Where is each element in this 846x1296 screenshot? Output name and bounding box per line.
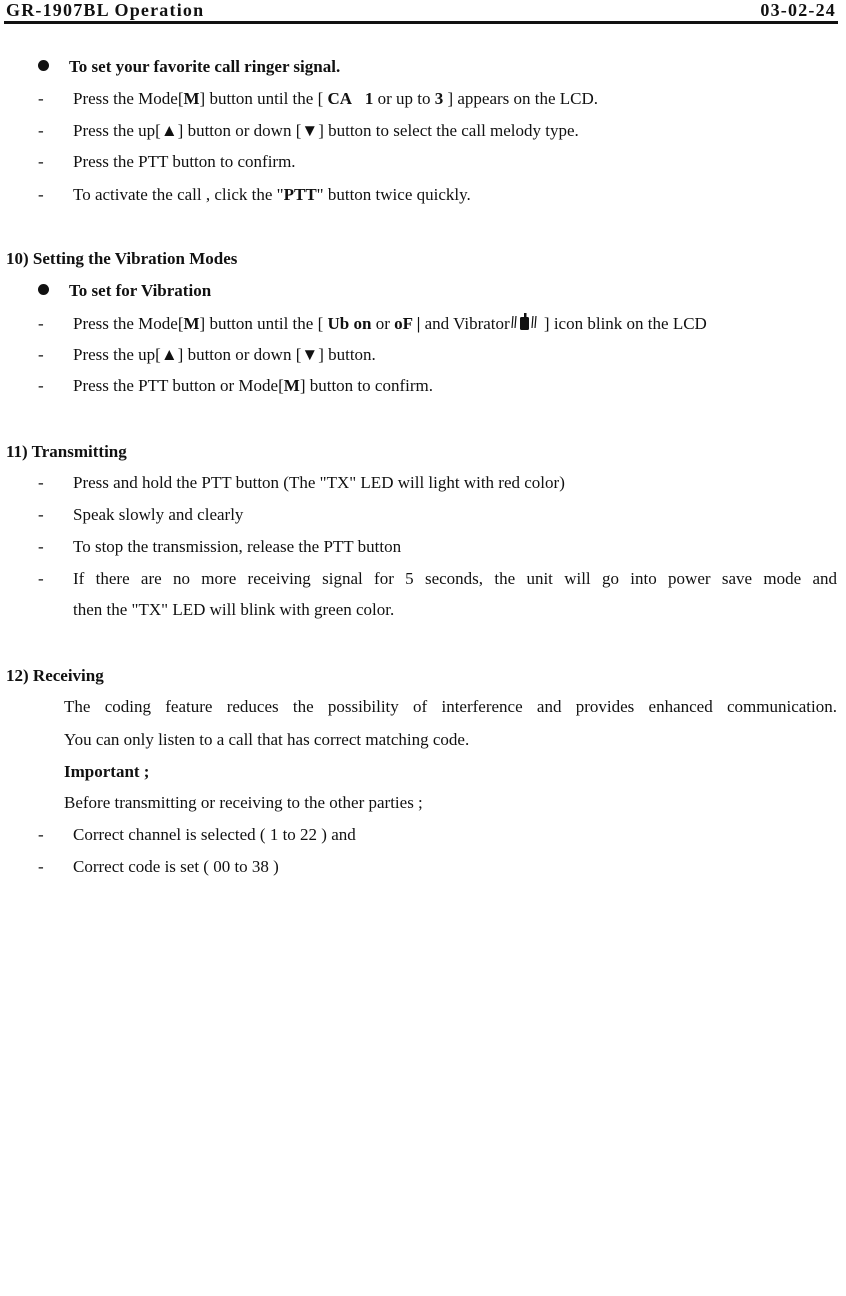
list-item: - Press the up[▲] button or down [▼] button.: [38, 345, 376, 364]
bullet-icon: [38, 284, 49, 295]
paragraph: Before transmitting or receiving to the other parties ;: [64, 793, 423, 812]
list-item-continuation: then the "TX" LED will blink with green color.: [73, 600, 395, 619]
list-item: - To activate the call , click the "PTT" button twice quickly.: [38, 185, 471, 204]
list-item: - Press the up[▲] button or down [▼] button to select the call melody type.: [38, 121, 579, 140]
list-item: - Press the PTT button to confirm.: [38, 152, 296, 171]
list-item: - Correct code is set ( 00 to 38 ): [38, 857, 279, 876]
page-header: [4, 0, 838, 24]
ringer-title: To set your favorite call ringer signal.: [69, 57, 341, 76]
up-arrow-icon: ▲: [160, 345, 178, 364]
bullet-icon: [38, 60, 49, 71]
list-item: - Press the PTT button or Mode[M] button to confirm.: [38, 376, 433, 395]
vibrator-icon: [510, 313, 540, 331]
important-label: Important ;: [64, 762, 150, 781]
paragraph: The coding feature reduces the possibility of interference and provides enhanced communication.: [64, 697, 837, 716]
up-arrow-icon: ▲: [160, 121, 178, 140]
section-heading-receiving: 12) Receiving: [6, 666, 104, 685]
list-item-dash: -: [38, 569, 44, 588]
list-item: - Correct channel is selected ( 1 to 22 ) and: [38, 825, 356, 844]
list-item: If there are no more receiving signal for 5 seconds, the unit will go into power save mode and: [73, 569, 837, 588]
list-item: - Press the Mode[M] button until the [ CA 1 or up to 3 ] appears on the LCD.: [38, 89, 599, 108]
down-arrow-icon: ▼: [301, 121, 319, 140]
document-date: 03-02-24: [760, 0, 836, 20]
vibration-bullet: To set for Vibration: [38, 281, 211, 301]
list-item: - To stop the transmission, release the PTT button: [38, 537, 402, 556]
down-arrow-icon: ▼: [301, 345, 319, 364]
paragraph: You can only listen to a call that has correct matching code.: [64, 730, 470, 749]
document-title: GR-1907BL Operation: [6, 0, 205, 20]
section-heading-transmitting: 11) Transmitting: [6, 442, 127, 461]
ringer-bullet: [38, 57, 340, 77]
section-heading-vibration: 10) Setting the Vibration Modes: [6, 249, 238, 268]
list-item: - Speak slowly and clearly: [38, 505, 244, 524]
list-item: - Press and hold the PTT button (The "TX" LED will light with red color): [38, 473, 565, 492]
list-item: - Press the Mode[M] button until the [ Ub on or oF | and Vibrator ] icon blink on the LCD: [38, 314, 707, 333]
